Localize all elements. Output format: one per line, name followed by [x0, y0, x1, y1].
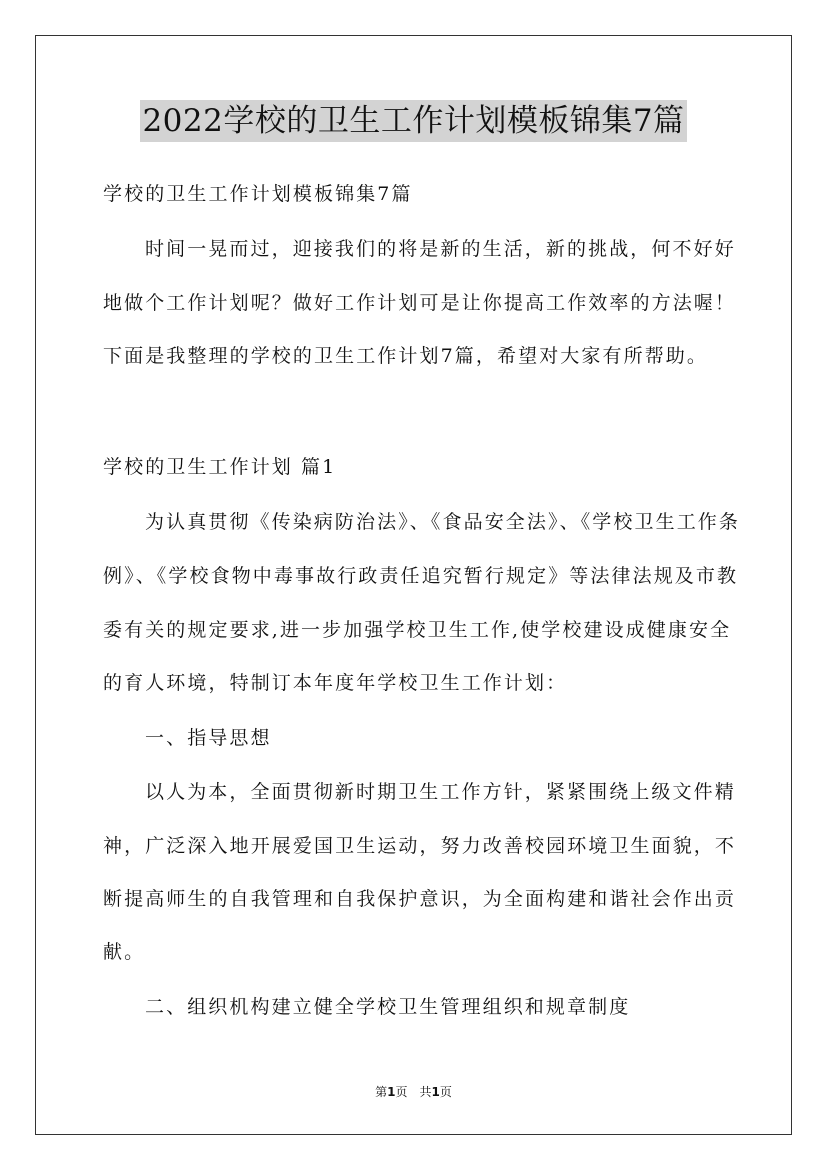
para1-line-1: 为认真贯彻《传染病防治法》、《食品安全法》、《学校卫生工作条 [145, 511, 741, 533]
document-title: 2022学校的卫生工作计划模板锦集7篇 [140, 100, 686, 142]
footer-page-mid: 页 共 [395, 1085, 432, 1099]
para2-line-1: 以人为本，全面贯彻新时期卫生工作方针，紧紧围绕上级文件精 [145, 781, 736, 803]
heading-organization: 二、组织机构建立健全学校卫生管理组织和规章制度 [145, 996, 631, 1018]
footer-page-number: 1 [387, 1085, 396, 1099]
para1-line-3: 委有关的规定要求,进一步加强学校卫生工作,使学校建设成健康安全 [103, 619, 732, 641]
title-container [0, 100, 827, 142]
intro-line-1: 时间一晃而过，迎接我们的将是新的生活，新的挑战，何不好好 [145, 238, 736, 260]
para1-line-2: 例》、《学校食物中毒事故行政责任追究暂行规定》等法律法规及市教 [103, 565, 739, 587]
heading-guiding-ideology: 一、指导思想 [145, 727, 272, 749]
para2-line-4: 献。 [103, 941, 146, 963]
intro-line-2: 地做个工作计划呢？做好工作计划可是让你提高工作效率的方法喔！ [103, 292, 737, 314]
page-footer [0, 1083, 827, 1100]
section-heading: 学校的卫生工作计划 篇1 [103, 456, 337, 478]
intro-line-3: 下面是我整理的学校的卫生工作计划7篇，希望对大家有所帮助。 [103, 345, 708, 367]
para2-line-2: 神，广泛深入地开展爱国卫生运动，努力改善校园环境卫生面貌，不 [103, 835, 737, 857]
footer-page-total: 1 [431, 1085, 440, 1099]
footer-page-prefix: 第 [375, 1085, 388, 1099]
document-subtitle: 学校的卫生工作计划模板锦集7篇 [103, 183, 413, 205]
para1-line-4: 的育人环境，特制订本年度年学校卫生工作计划： [103, 672, 568, 694]
para2-line-3: 断提高师生的自我管理和自我保护意识，为全面构建和谐社会作出贡 [103, 888, 737, 910]
footer-page-suffix: 页 [439, 1085, 452, 1099]
